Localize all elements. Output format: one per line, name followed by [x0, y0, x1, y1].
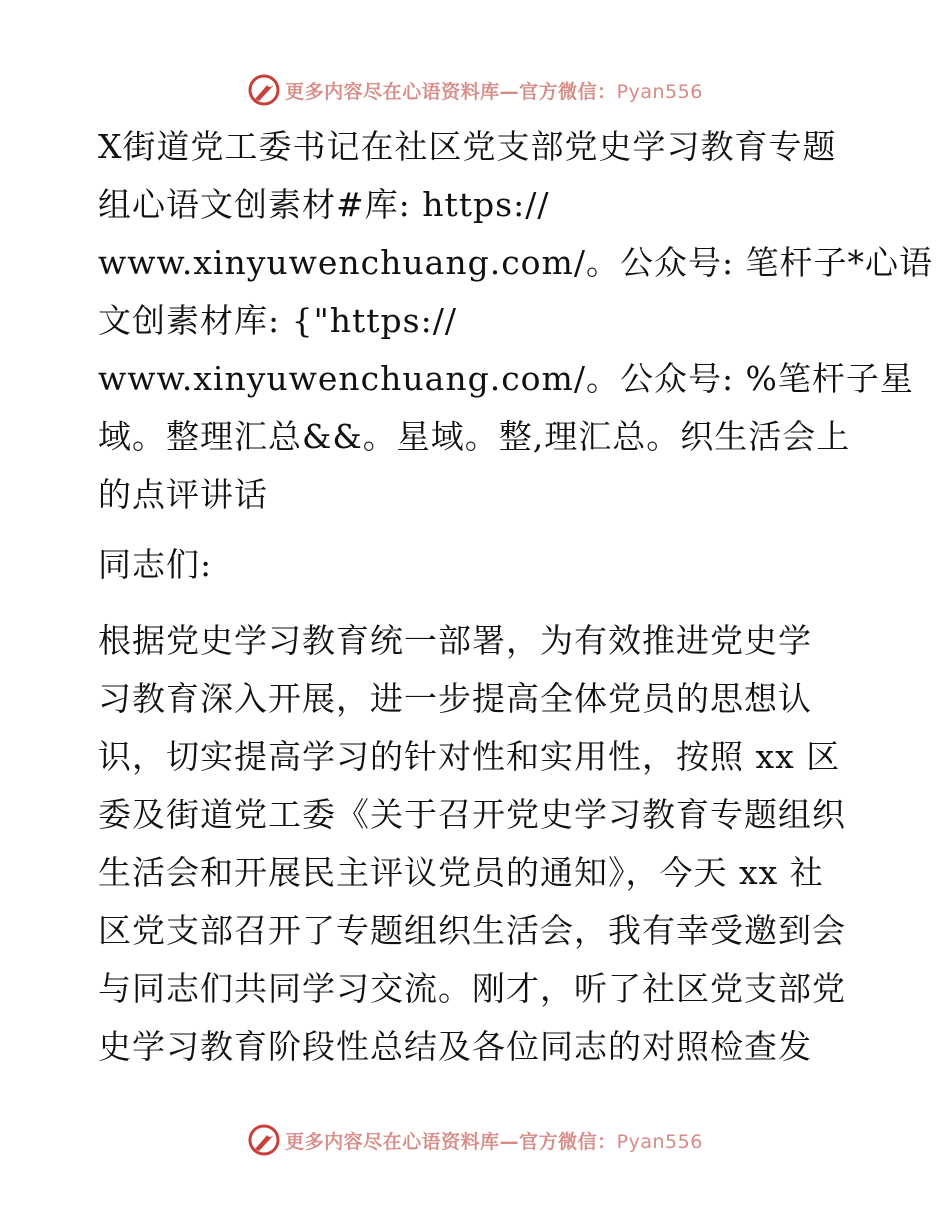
document-title	[98, 118, 934, 524]
title-line: 域。整理汇总&&。星域。整,理汇总。织生活会上	[98, 417, 851, 456]
body-paragraph	[98, 612, 858, 1076]
watermark-text: 更多内容尽在心语资料库—官方微信：Pyan556	[285, 1130, 703, 1153]
title-line: 组心语文创素材#库: https://	[98, 185, 550, 224]
body-line: 根据党史学习教育统一部署，为有效推进党史学	[98, 621, 812, 660]
title-line: www.xinyuwenchuang.com/。公众号: 笔杆子*心语	[98, 243, 934, 282]
body-line: 生活会和开展民主评议党员的通知》，今天 xx 社	[98, 853, 824, 892]
title-line: 文创素材库: {"https://	[98, 301, 457, 340]
header-watermark	[0, 70, 950, 110]
body-line: 习教育深入开展，进一步提高全体党员的思想认	[98, 679, 812, 718]
body-line: 委及街道党工委《关于召开党史学习教育专题组织	[98, 795, 846, 834]
body-line: 史学习教育阶段性总结及各位同志的对照检查发	[98, 1027, 812, 1066]
pen-logo-icon	[247, 1123, 281, 1157]
salutation: 同志们:	[98, 545, 213, 584]
body-line: 识，切实提高学习的针对性和实用性，按照 xx 区	[98, 737, 841, 776]
title-line: 的点评讲话	[98, 475, 268, 514]
watermark-text: 更多内容尽在心语资料库—官方微信：Pyan556	[285, 80, 703, 103]
document-body	[98, 118, 934, 1076]
body-line: 与同志们共同学习交流。刚才，听了社区党支部党	[98, 969, 846, 1008]
pen-logo-icon	[247, 73, 281, 107]
title-line: X街道党工委书记在社区党支部党史学习教育专题	[98, 127, 837, 166]
body-line: 区党支部召开了专题组织生活会，我有幸受邀到会	[98, 911, 846, 950]
title-line: www.xinyuwenchuang.com/。公众号: %笔杆子星	[98, 359, 914, 398]
footer-watermark	[0, 1120, 950, 1160]
